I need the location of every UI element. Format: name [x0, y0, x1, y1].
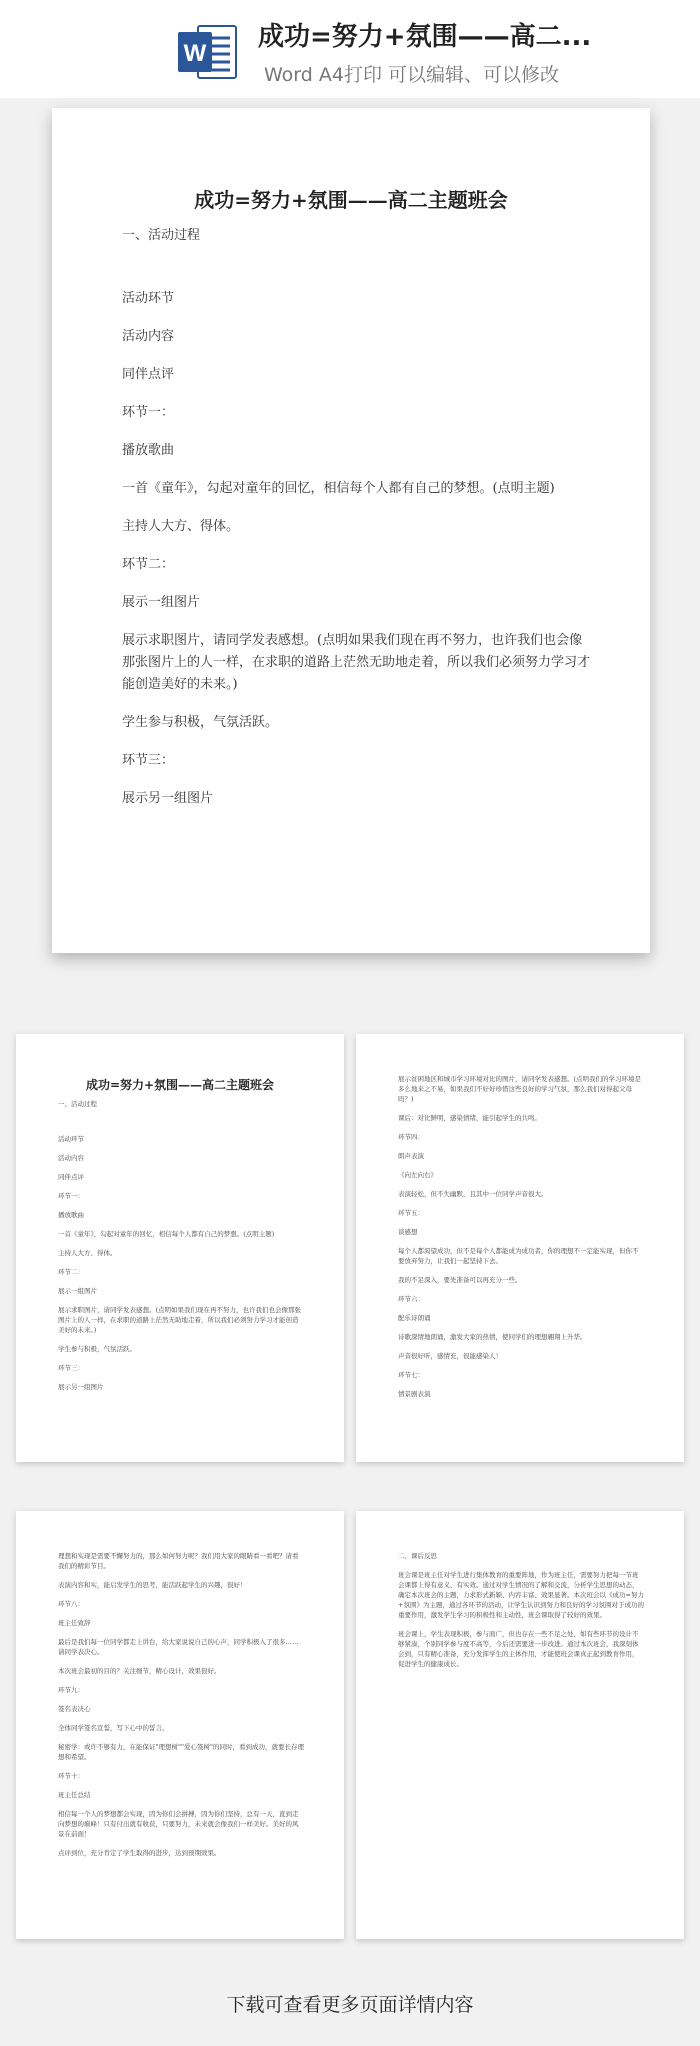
paragraph: 主持人大方、得体。	[58, 1249, 117, 1257]
paragraph: 同伴点评	[58, 1173, 84, 1181]
paragraph: 表演内容和实，能启发学生的思考，能活跃起学生的兴趣，很好！	[58, 1581, 247, 1589]
thumb-page-body	[16, 1134, 344, 1392]
paragraph: 环节二：	[58, 1268, 84, 1276]
paragraph: 班主任致辞	[58, 1619, 91, 1627]
paragraph: 表演轻松，但不失幽默，且其中一位同学声音很大。	[398, 1190, 548, 1198]
paragraph: 秘密学：或许不够有力，在能保证"理想树""爱心签树"的同时，看到成功，就要长存理想和希望。	[58, 1743, 304, 1761]
paragraph: 环节八：	[58, 1600, 84, 1608]
paragraph: 理想和实现是需要不懈努力的，那么如何努力呢？我们用大家的眼睛看一看吧？请看我们的精彩节目。	[58, 1552, 299, 1570]
download-more-link[interactable]: 下载可查看更多页面详情内容	[226, 1994, 474, 2016]
paragraph: 播放歌曲	[58, 1211, 84, 1219]
paragraph: 最后是我们每一位同学都走上讲台，给大家说说自己的心声，同学积极入了很多……请同学表决心。	[58, 1638, 299, 1656]
paragraph: 班主任总结	[58, 1791, 91, 1799]
paragraph: 环节十：	[58, 1772, 84, 1780]
paragraph: 签名表决心	[58, 1705, 91, 1713]
paragraph: 活动环节	[122, 291, 175, 306]
paragraph: 环节三：	[58, 1364, 84, 1372]
paragraph: 点评到位，充分肯定了学生取得的进步，达到预期效果。	[58, 1849, 221, 1857]
paragraph: 《向左向右》	[398, 1171, 437, 1179]
word-icon-letter: W	[183, 40, 207, 67]
thumb-page-title: 成功=努力+氛围——高二主题班会	[85, 1078, 275, 1092]
paragraph: 学生参与积极，气氛活跃。	[122, 715, 279, 730]
paragraph: 环节五：	[398, 1209, 424, 1217]
paragraph: 每个人都渴望成功，但不是每个人都能成为成功者，你的理想不一定能实现，但你不要放弃努力，让我们一起坚持下去。	[398, 1247, 639, 1265]
paragraph: 同伴点评	[122, 367, 175, 382]
paragraph: 展示一组图片	[58, 1287, 97, 1295]
paragraph: 课后：对比鲜明，感染情绪，能引起学生的共鸣。	[398, 1114, 541, 1122]
paragraph: 声音很好听，感情充，很能感染人！	[398, 1352, 502, 1360]
page-body	[122, 288, 592, 826]
paragraph: 环节一：	[58, 1192, 84, 1200]
section-heading: 一、活动过程	[122, 228, 201, 243]
paragraph: 相信每一个人的梦想都会实现，因为你们会拼搏，因为你们坚持，总有一天，直到走向梦想的巅峰！只有付出就有收获，只要努力，未来就会像我们一样美好。美好的风景在前面！	[58, 1810, 299, 1838]
paragraph: 一首《童年》，勾起对童年的回忆，相信每个人都有自己的梦想。(点明主题)	[122, 481, 555, 496]
page-thumbnail-1[interactable]	[16, 1034, 344, 1462]
paragraph: 展示求职图片，请同学发表感想。(点明如果我们现在再不努力，也许我们也会像那张图片上的人一样，在求职的道路上茫然无助地走着，所以我们必须努力学习才能创造美好的未来。)	[58, 1306, 302, 1334]
page-preview-large	[52, 108, 650, 953]
paragraph: 展示另一组图片	[122, 791, 214, 806]
paragraph: 班会课上，学生表现积极，参与面广，但也存在一些不足之处，如有些环节的设计不够紧凑，个别同学参与度不高等，今后还需要进一步改进。通过本次班会，我深刻体会到，只有精心准备，充分发挥学生的主体作用，才能使班会课真正起到教育作用，促进学生的健康成长。	[398, 1630, 639, 1668]
paragraph: 环节一：	[122, 405, 175, 420]
paragraph: 展示贫困地区和城市学习环境对比的图片，请同学发表感想。(点明我们的学习环境是多么地来之不易，如果我们不好好珍惜这些良好的学习气氛，那么我们对得起父母吗？)	[398, 1075, 642, 1103]
paragraph: 环节四：	[398, 1133, 424, 1141]
paragraph: 展示一组图片	[122, 595, 201, 610]
page-thumbnail-2[interactable]	[356, 1034, 684, 1462]
paragraph: 环节二：	[122, 557, 175, 572]
paragraph: 我的不足深入，要先准备可以再充分一些。	[398, 1276, 522, 1284]
paragraph: 情景剧表演	[398, 1390, 431, 1398]
paragraph: 朗声表演	[398, 1152, 424, 1160]
document-title: 成功=努力+氛围——高二...	[258, 22, 592, 52]
thumb-page-body	[356, 1034, 684, 1399]
document-subtitle: Word A4打印 可以编辑、可以修改	[264, 64, 560, 86]
paragraph: 活动内容	[122, 329, 175, 344]
paragraph: 环节三：	[122, 753, 175, 768]
paragraph: 一首《童年》，勾起对童年的回忆，相信每个人都有自己的梦想。(点明主题)	[58, 1230, 275, 1238]
paragraph: 配乐诗朗诵	[398, 1314, 431, 1322]
paragraph: 诗歌深情地朗诵，激发大家的热情，使同学们的理想翱翔上升华。	[398, 1333, 587, 1341]
paragraph: 学生参与积极，气氛活跃。	[58, 1345, 136, 1353]
paragraph: 主持人大方、得体。	[122, 519, 240, 534]
page-thumbnail-3[interactable]	[16, 1511, 344, 1939]
page-thumbnail-4[interactable]	[356, 1511, 684, 1939]
paragraph: 班会课是班主任对学生进行集体教育的重要阵地，作为班主任，需要努力把每一节班会课都上得有意义、有实效。通过对学生情况的了解和交流，分析学生思想的动态，确定本次班会的主题，力求形式新颖、内容丰富、效果显著。本次班会以《成功=努力+氛围》为主题，通过各环节的活动，让学生认识到努力和良好的学习氛围对于成功的重要作用，激发学生学习的积极性和主动性，班会课取得了较好的效果。	[398, 1571, 644, 1619]
paragraph: 展示另一组图片	[58, 1383, 104, 1391]
thumb-page-body	[356, 1511, 684, 1669]
paragraph: 环节七：	[398, 1371, 424, 1379]
paragraph: 本次班会最初的目的？关注细节，精心设计，效果很好。	[58, 1667, 221, 1675]
page-title: 成功=努力+氛围——高二主题班会	[194, 188, 508, 212]
paragraph: 播放歌曲	[122, 443, 175, 458]
thumb-section-heading: 一、活动过程	[58, 1100, 97, 1108]
word-doc-icon	[176, 20, 240, 84]
paragraph: 活动环节	[58, 1135, 84, 1143]
thumb-section-heading: 二、课后反思	[398, 1552, 437, 1560]
paragraph: 谈感想	[398, 1228, 418, 1236]
thumb-page-body	[16, 1511, 344, 1858]
paragraph: 展示求职图片，请同学发表感想。(点明如果我们现在再不努力，也许我们也会像那张图片上的人一样，在求职的道路上茫然无助地走着，所以我们必须努力学习才能创造美好的未来。)	[122, 633, 591, 692]
paragraph: 活动内容	[58, 1154, 84, 1162]
paragraph: 环节六：	[398, 1295, 424, 1303]
paragraph: 环节九：	[58, 1686, 84, 1694]
preview-header	[0, 0, 700, 98]
paragraph: 全体同学签名宣誓，写下心中的誓言。	[58, 1724, 169, 1732]
